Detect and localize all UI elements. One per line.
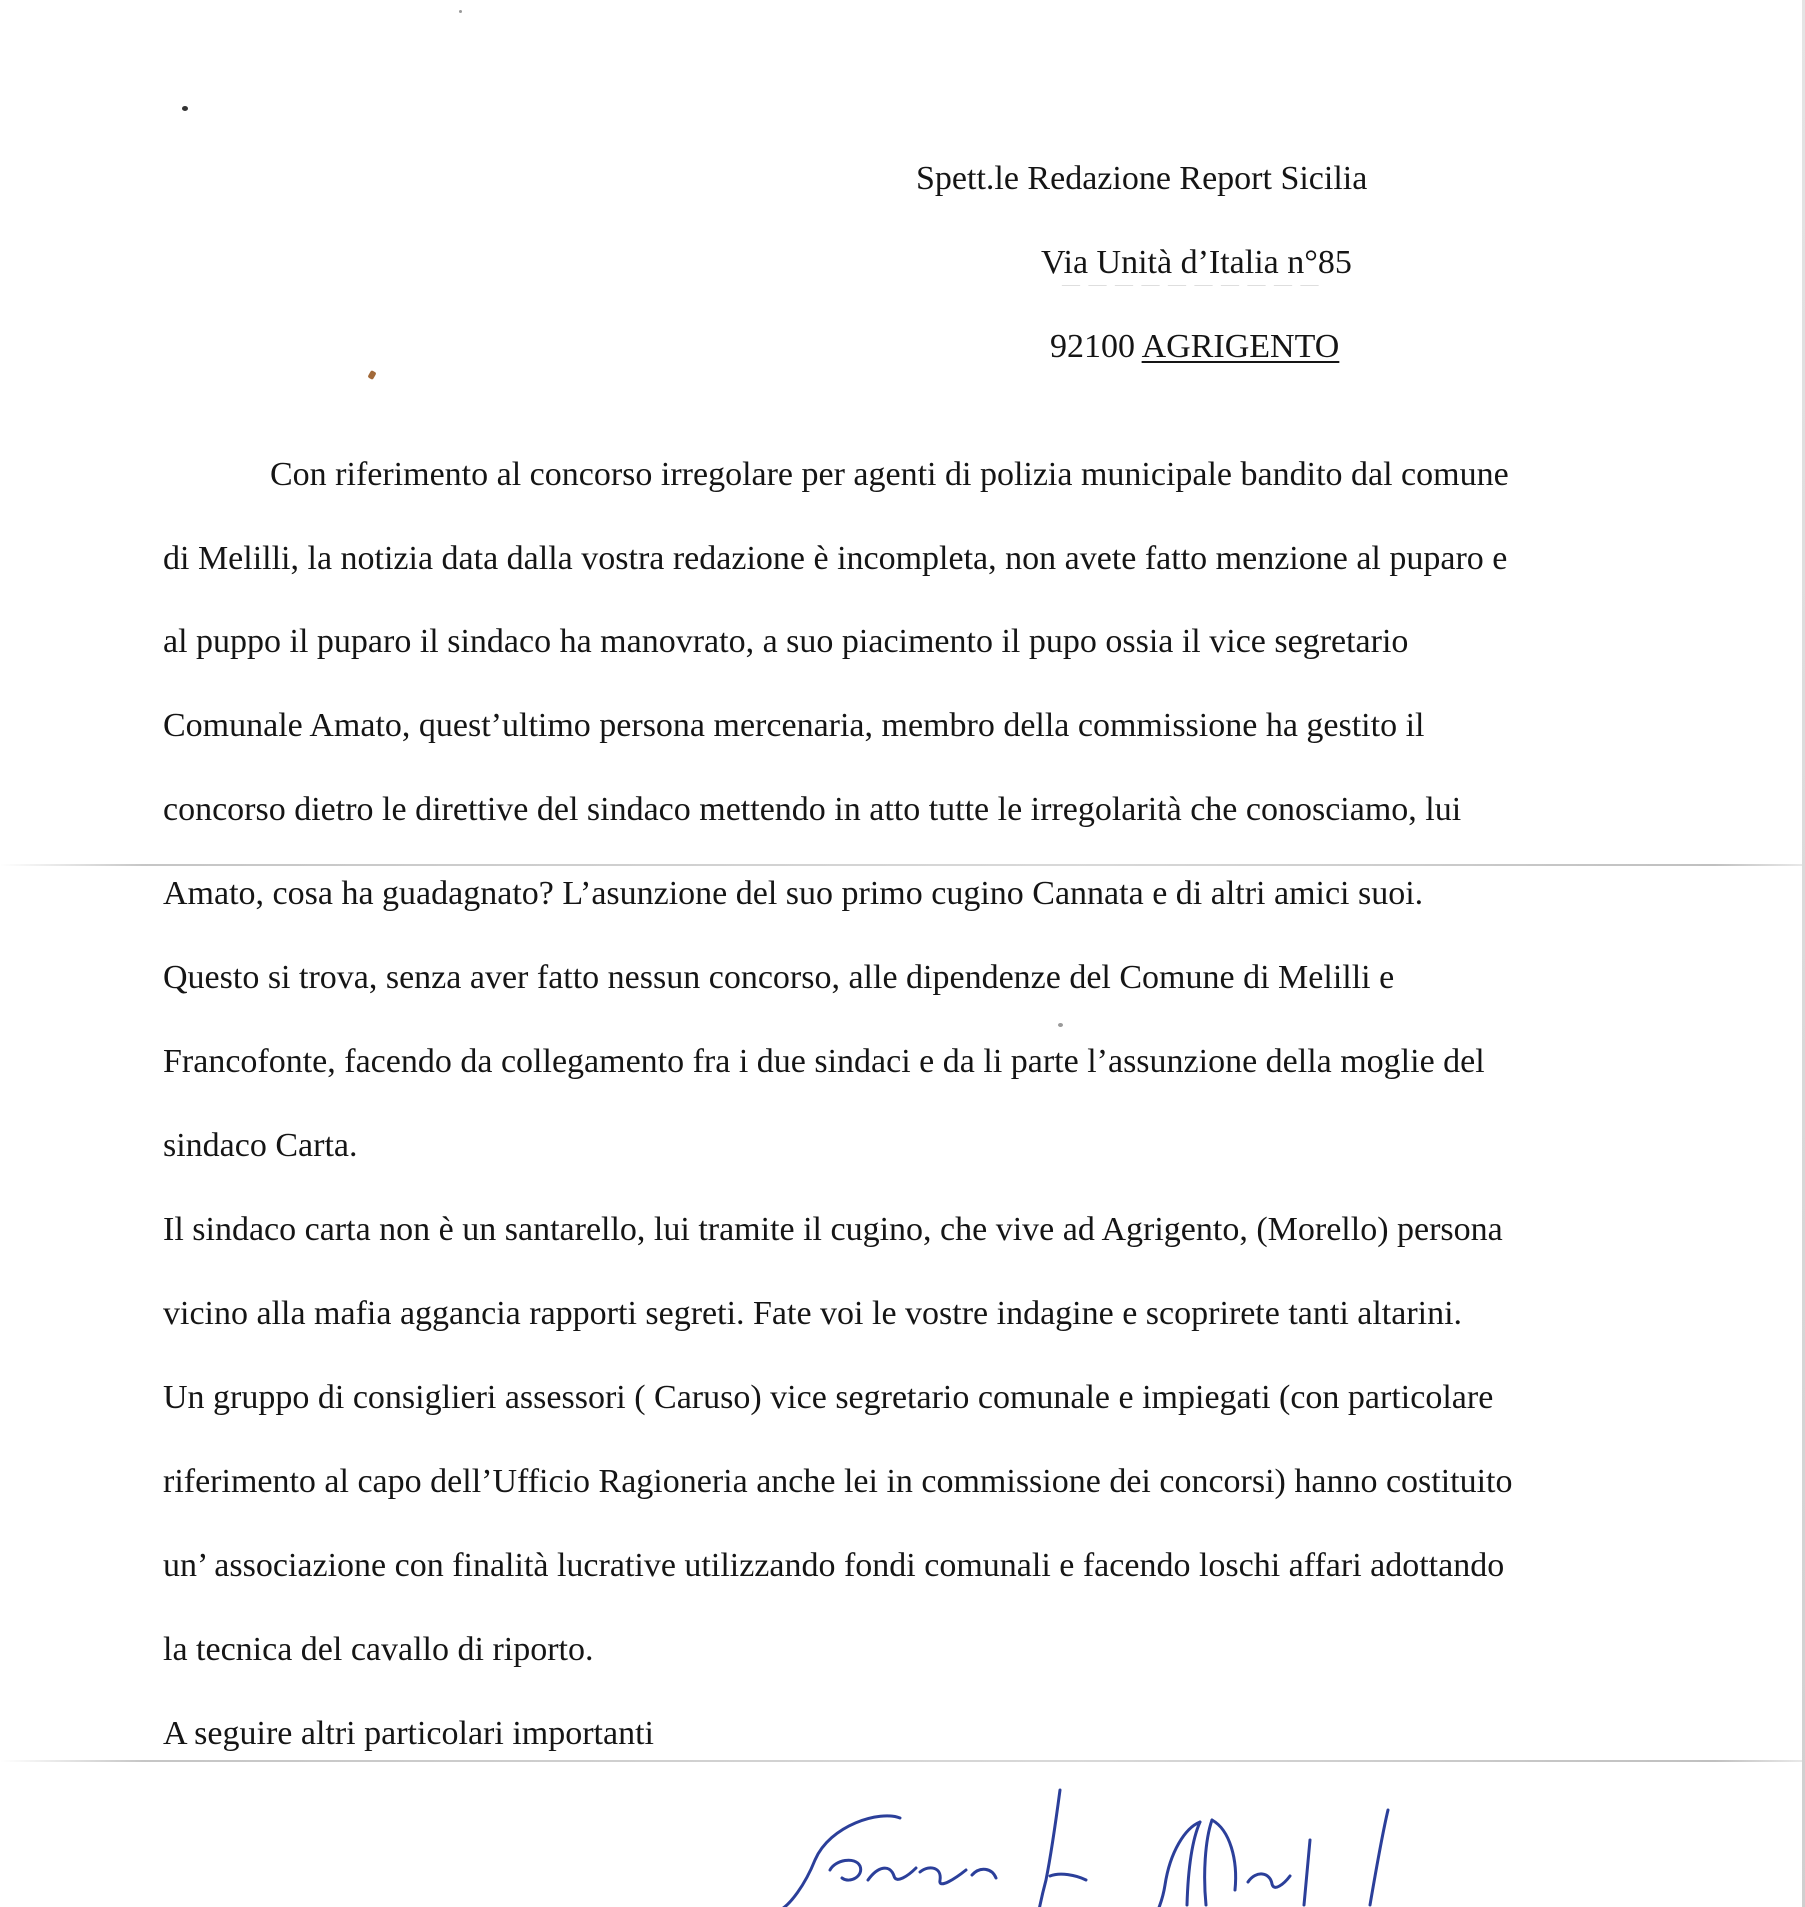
body-line: Con riferimento al concorso irregolare per agenti di polizia municipale bandito dal comune xyxy=(270,456,1509,493)
body-line: vicino alla mafia aggancia rapporti segreti. Fate voi le vostre indagine e scoprirete tanti altarini. xyxy=(163,1295,1463,1332)
body-line: Un gruppo di consiglieri assessori ( Caruso) vice segretario comunale e impiegati (con particolare xyxy=(163,1379,1494,1416)
body-line: Amato, cosa ha guadagnato? L’asunzione del suo primo cugino Cannata e di altri amici suoi. xyxy=(163,875,1424,912)
body-line: al puppo il puparo il sindaco ha manovrato, a suo piacimento il pupo ossia il vice segretario xyxy=(163,623,1409,660)
body-line: Questo si trova, senza aver fatto nessun concorso, alle dipendenze del Comune di Melilli e xyxy=(163,959,1395,996)
body-line: Comunale Amato, quest’ultimo persona mercenaria, membro della commissione ha gestito il xyxy=(163,707,1425,744)
body-line: A seguire altri particolari importanti xyxy=(163,1715,654,1752)
recipient-line-1: Spett.le Redazione Report Sicilia xyxy=(916,160,1368,197)
body-line: Francofonte, facendo da collegamento fra i due sindaci e da li parte l’assunzione della moglie del xyxy=(163,1043,1485,1080)
body-line: concorso dietro le direttive del sindaco mettendo in atto tutte le irregolarità che conosciamo, lui xyxy=(163,791,1462,828)
recipient-city: AGRIGENTO xyxy=(1141,328,1340,365)
recipient-line-3 xyxy=(1050,330,1339,364)
recipient-line-2: Via Unità d’Italia n°85 xyxy=(1041,244,1352,281)
paper-fold-line xyxy=(0,1760,1805,1762)
body-line: un’ associazione con finalità lucrative utilizzando fondi comunali e facendo loschi affari adottando xyxy=(163,1547,1505,1584)
ink-speck xyxy=(367,370,376,380)
body-line: Il sindaco carta non è un santarello, lui tramite il cugino, che vive ad Agrigento, (Morello) persona xyxy=(163,1211,1503,1248)
body-line: sindaco Carta. xyxy=(163,1127,358,1164)
ink-speck xyxy=(182,106,188,111)
show-through-text: — — — — — — — — — — xyxy=(1062,277,1321,297)
recipient-postcode: 92100 xyxy=(1050,328,1135,365)
body-line: la tecnica del cavallo di riporto. xyxy=(163,1631,594,1668)
paper-fold-line xyxy=(0,864,1805,866)
body-line: riferimento al capo dell’Ufficio Ragioneria anche lei in commissione dei concorsi) hanno costituito xyxy=(163,1463,1513,1500)
ink-speck xyxy=(459,10,462,13)
body-line: di Melilli, la notizia data dalla vostra redazione è incompleta, non avete fatto menzione al puparo e xyxy=(163,540,1508,577)
handwritten-signature xyxy=(760,1780,1480,1907)
ink-speck xyxy=(1058,1023,1063,1027)
